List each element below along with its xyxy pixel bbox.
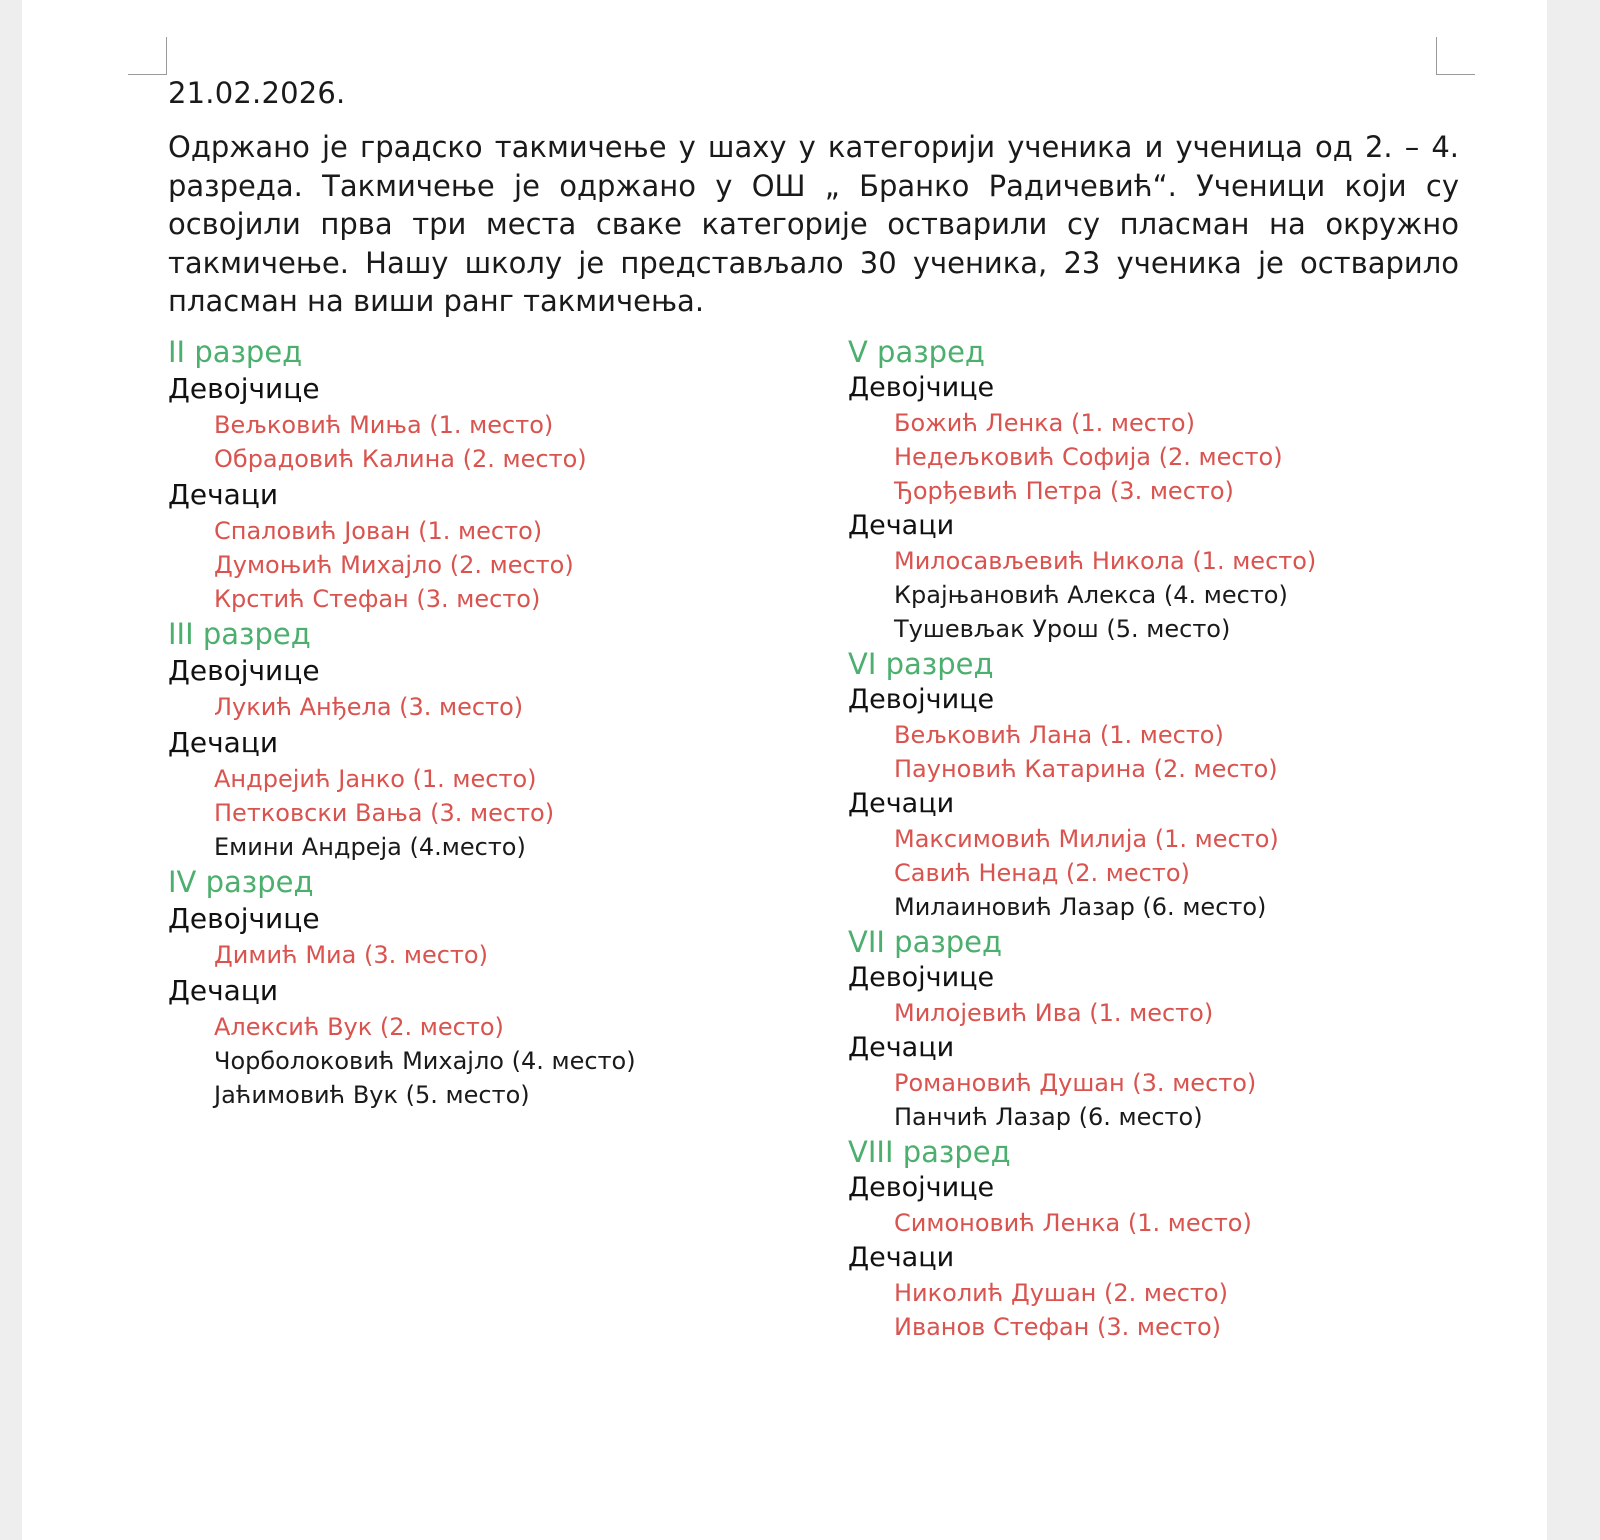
result-entry: Крајњановић Алекса (4. место) [894, 581, 1288, 609]
category-heading: Дечаци [848, 510, 955, 541]
category-heading: Девојчице [848, 1172, 995, 1203]
category-heading: Дечаци [168, 726, 279, 759]
category-heading: Девојчице [168, 902, 320, 935]
category-heading: Дечаци [168, 974, 279, 1007]
grade-heading: III разред [168, 617, 311, 651]
result-entry-qualified: Романовић Душан (3. место) [894, 1069, 1257, 1097]
result-entry: Емини Андреја (4.место) [214, 833, 526, 861]
result-entry: Тушевљак Урош (5. место) [894, 615, 1231, 643]
result-entry-qualified: Алексић Вук (2. место) [214, 1013, 504, 1041]
category-heading: Дечаци [848, 1242, 955, 1273]
result-entry-qualified: Вељковић Миња (1. место) [214, 411, 554, 439]
category-heading: Девојчице [168, 372, 320, 405]
category-heading: Дечаци [848, 1032, 955, 1063]
result-entry-qualified: Симоновић Ленка (1. место) [894, 1209, 1252, 1237]
grade-section [168, 616, 808, 864]
category-heading: Девојчице [848, 372, 995, 403]
document-date: 21.02.2026. [168, 76, 346, 110]
category-group [848, 370, 1488, 508]
grade-section [848, 646, 1488, 924]
category-group [848, 1240, 1488, 1344]
grade-heading: VII разред [848, 925, 1003, 959]
category-group [168, 370, 808, 476]
category-heading: Девојчице [168, 654, 320, 687]
grade-heading: IV разред [168, 865, 314, 899]
category-group [168, 724, 808, 864]
result-entry-qualified: Лукић Анђела (3. место) [214, 693, 524, 721]
result-entry: Милаиновић Лазар (6. место) [894, 893, 1267, 921]
category-group [848, 1030, 1488, 1134]
result-entry-qualified: Ђорђевић Петра (3. место) [894, 477, 1234, 505]
result-entry-qualified: Недељковић Софија (2. место) [894, 443, 1283, 471]
grade-section [168, 864, 808, 1112]
result-entry-qualified: Максимовић Милија (1. место) [894, 825, 1279, 853]
grade-heading: VIII разред [848, 1135, 1011, 1169]
result-entry-qualified: Думоњић Михајло (2. место) [214, 551, 574, 579]
result-entry-qualified: Крстић Стефан (3. место) [214, 585, 541, 613]
intro-paragraph: Одржано је градско такмичење у шаху у категорији ученика и ученица од 2. – 4. разреда. Такмичење је одржано у ОШ „ Бранко Радичевић“. Ученици који су освојили прва три места сваке категорије остварили су пласман на окружно такмичење. Нашу школу је представљало 30 ученика, 23 ученика је остварило пласман на виши ранг такмичења. [168, 130, 1459, 318]
category-group [848, 682, 1488, 786]
result-entry-qualified: Андрејић Јанко (1. место) [214, 765, 537, 793]
results-column-right [848, 334, 1488, 1344]
grade-heading: II разред [168, 335, 303, 369]
result-entry-qualified: Савић Ненад (2. место) [894, 859, 1190, 887]
result-entry: Чорболоковић Михајло (4. место) [214, 1047, 636, 1075]
grade-section [848, 334, 1488, 646]
category-group [848, 960, 1488, 1030]
grade-heading: VI разред [848, 647, 994, 681]
grade-section [168, 334, 808, 616]
result-entry-qualified: Спаловић Јован (1. место) [214, 517, 543, 545]
category-group [848, 786, 1488, 924]
category-group [168, 476, 808, 616]
page-corner-mark-top-left [128, 37, 167, 75]
result-entry-qualified: Иванов Стефан (3. место) [894, 1313, 1221, 1341]
grade-heading: V разред [848, 335, 985, 369]
category-group [848, 508, 1488, 646]
grade-section [848, 924, 1488, 1134]
category-heading: Девојчице [848, 684, 995, 715]
result-entry: Панчић Лазар (6. место) [894, 1103, 1203, 1131]
result-entry-qualified: Пауновић Катарина (2. место) [894, 755, 1278, 783]
result-entry-qualified: Николић Душан (2. место) [894, 1279, 1228, 1307]
result-entry-qualified: Божић Ленка (1. место) [894, 409, 1195, 437]
category-group [168, 972, 808, 1112]
document-page [22, 0, 1547, 1540]
category-group [848, 1170, 1488, 1240]
results-column-left [168, 334, 808, 1112]
category-heading: Дечаци [848, 788, 955, 819]
result-entry-qualified: Петковски Вања (3. место) [214, 799, 555, 827]
category-group [168, 652, 808, 724]
result-entry-qualified: Димић Миа (3. место) [214, 941, 488, 969]
result-entry-qualified: Милојевић Ива (1. место) [894, 999, 1214, 1027]
category-heading: Девојчице [848, 962, 995, 993]
category-group [168, 900, 808, 972]
result-entry-qualified: Вељковић Лана (1. место) [894, 721, 1224, 749]
page-corner-mark-top-right [1436, 37, 1475, 75]
result-entry: Јаћимовић Вук (5. место) [214, 1081, 530, 1109]
grade-section [848, 1134, 1488, 1344]
result-entry-qualified: Милосављевић Никола (1. место) [894, 547, 1317, 575]
result-entry-qualified: Обрадовић Калина (2. место) [214, 445, 587, 473]
category-heading: Дечаци [168, 478, 279, 511]
